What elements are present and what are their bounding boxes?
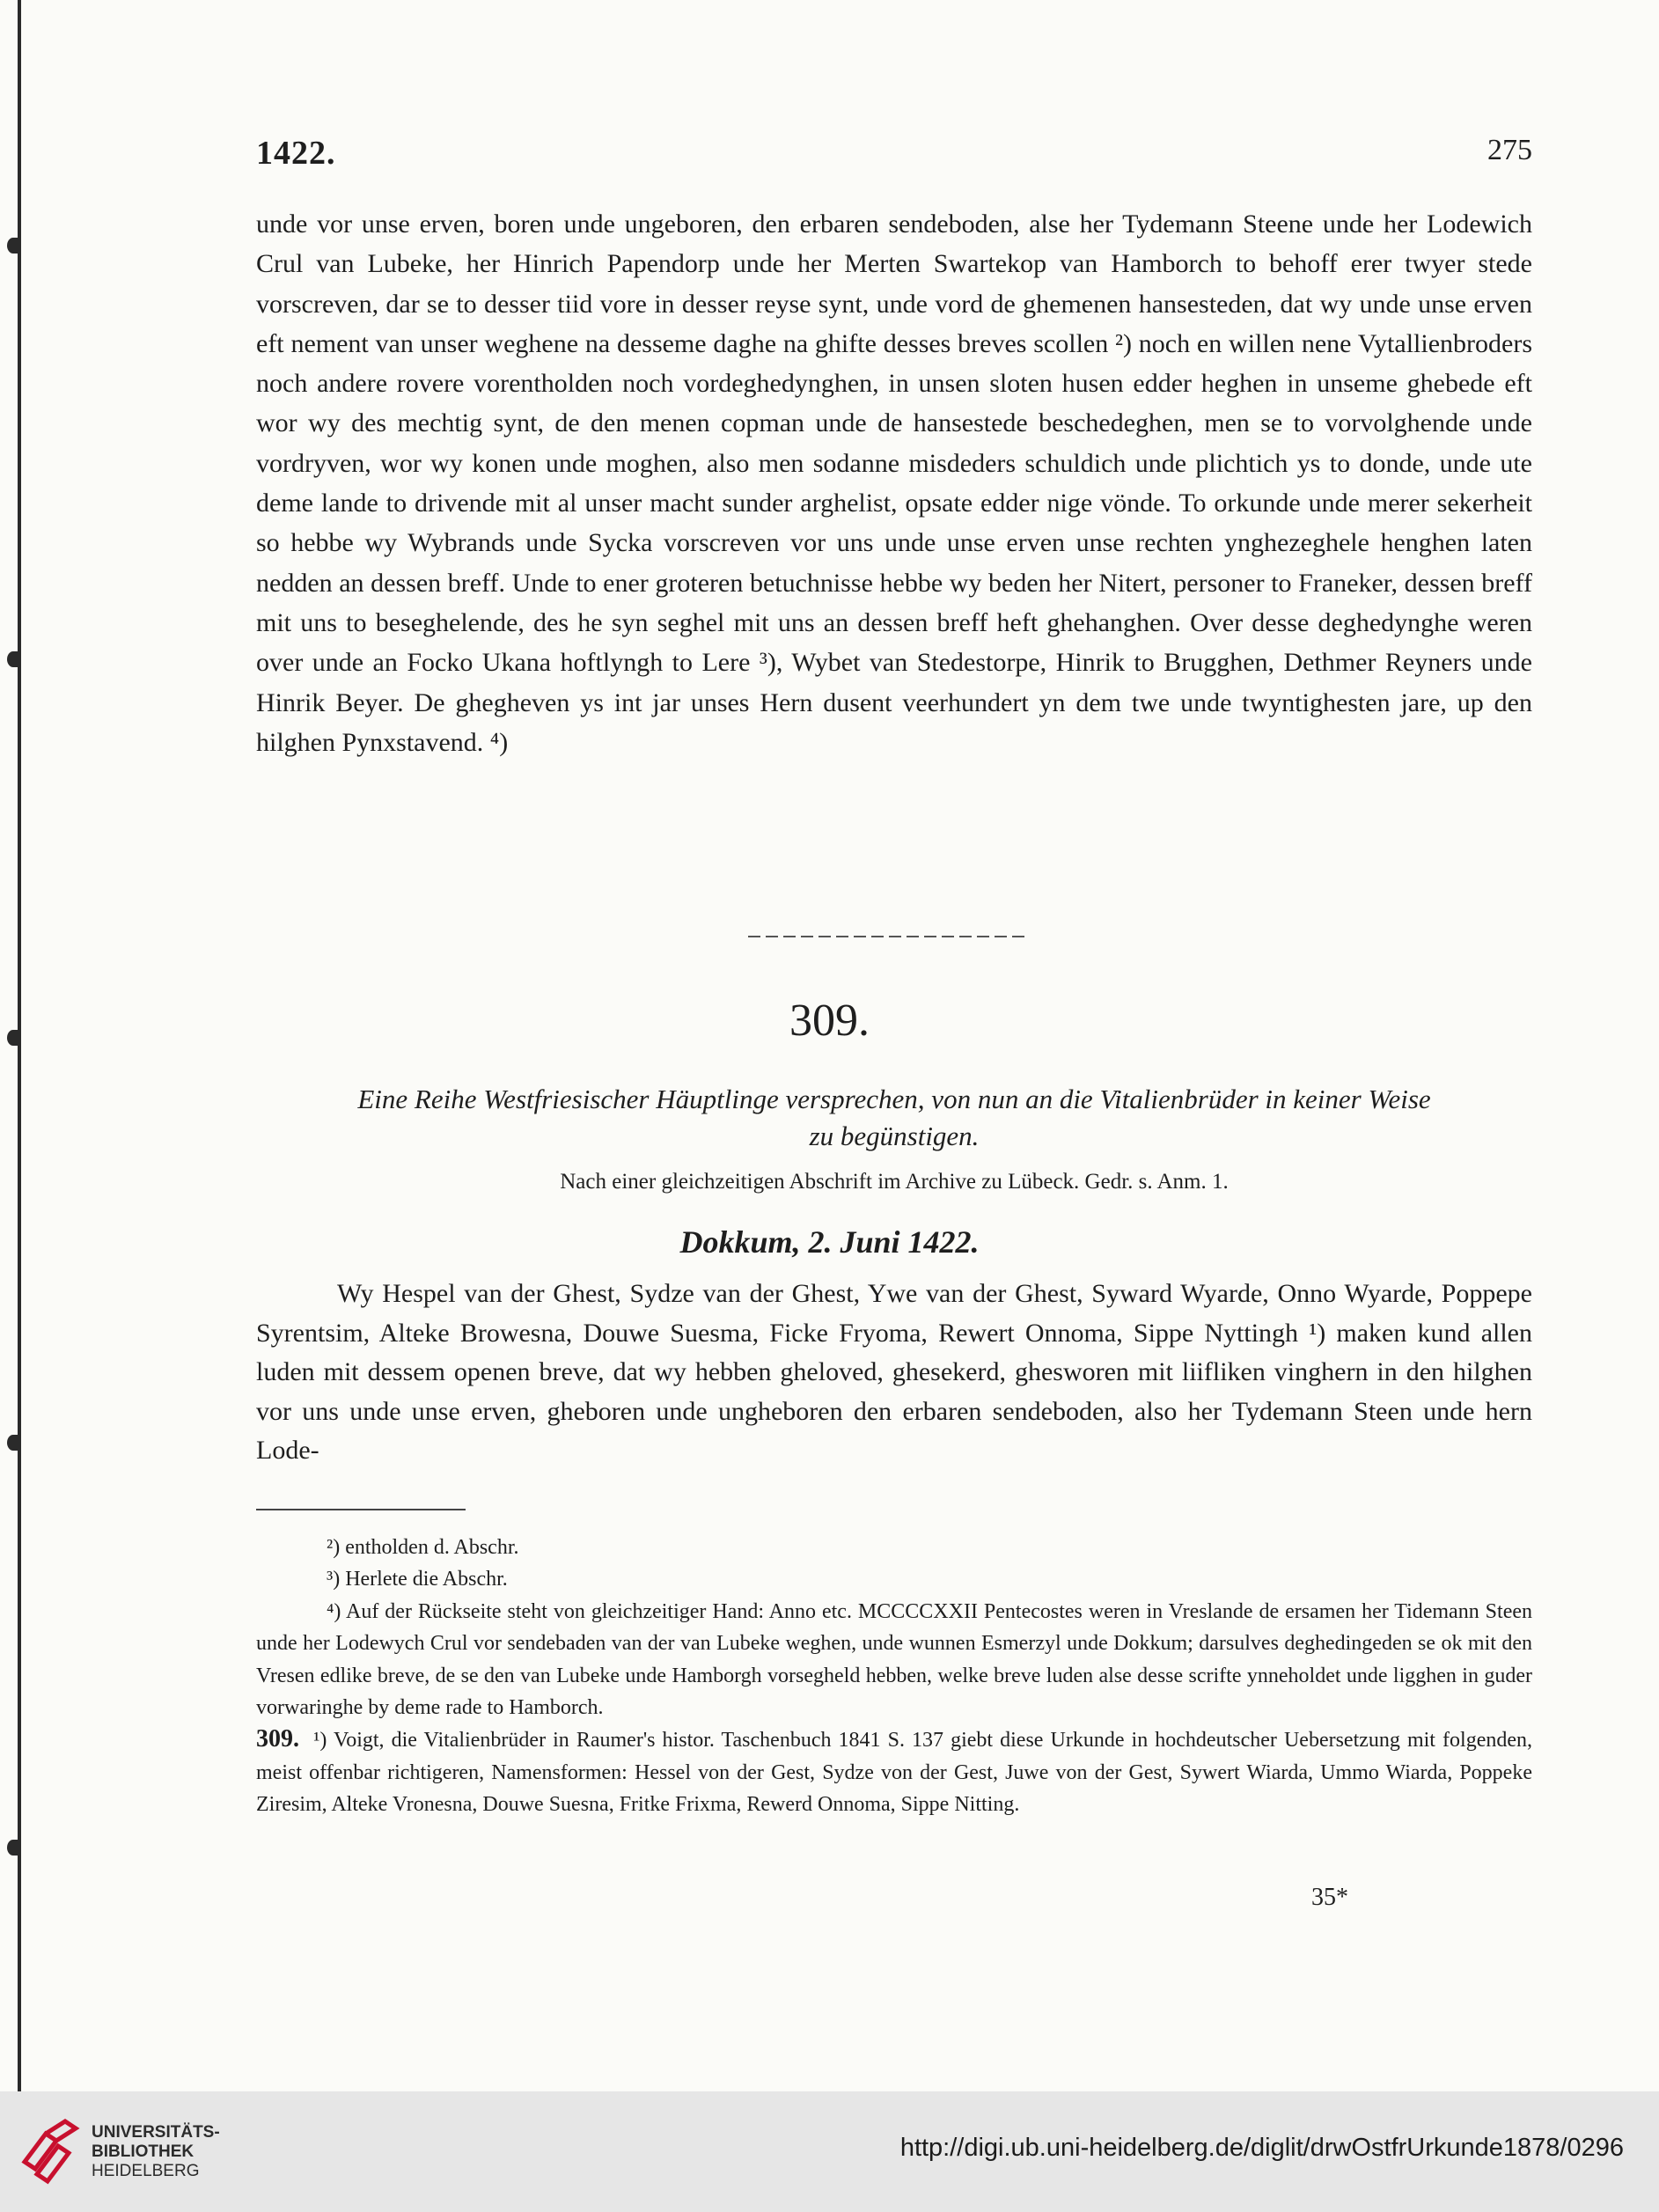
footnote-2: ²) entholden d. Abschr. bbox=[327, 1536, 519, 1559]
library-name bbox=[92, 2123, 220, 2181]
permalink-url[interactable]: http://digi.ub.uni-heidelberg.de/diglit/drwOstfrUrkunde1878/0296 bbox=[899, 2134, 1624, 2162]
library-logo-icon bbox=[19, 2116, 81, 2186]
continued-charter-text bbox=[256, 204, 1532, 762]
footnote-3: ³) Herlete die Abschr. bbox=[327, 1568, 508, 1591]
source-note: Nach einer gleichzeitigen Abschrift im Archive zu Lübeck. Gedr. s. Anm. 1. bbox=[560, 1170, 1229, 1194]
running-head bbox=[256, 134, 1532, 176]
library-name-line: UNIVERSITÄTS- bbox=[92, 2123, 220, 2142]
running-head-year: 1422. bbox=[256, 135, 336, 172]
continued-paragraph: unde vor unse erven, boren unde ungeboren, den erbaren sendeboden, alse her Tydemann Steene unde her Lodewich Crul van Lubeke, her Hinrich Papendorp unde her Merten Swartekop van Hamborch to behoff erer twyer stede vorscreven, dar se to desser tiid vore in desser reyse synt, unde vord de ghemenen hansesteden, dat wy unde unse erven eft nement van unser weghene na desseme daghe na ghifte desses breves scollen ²) noch en willen nene Vytallienbroders noch andere rovere vorentholden noch vordeghedynghen, in unsen sloten husen edder heghen in unseme ghebede eft wor wy des mechtig synt, de den menen copman unde de hansestede beschedeghen, men se to vorvolghende unde vordryven, wor wy konen unde moghen, also men sodanne misdeders schuldich unde plichtich ys to donde, unde ute deme lande to drivende mit al unser macht sunder arghelist, opsate edder nige vönde. To orkunde unde merer sekerheit so hebbe wy Wybrands unde Sycka vorscreven vor uns unde unse erven unse rechten ynghezeghele henghen laten nedden an dessen breff. Unde to ener groteren betuchnisse hebbe wy beden her Nitert, personer to Franeker, dessen breff mit uns to beseghelende, des he syn seghel mit uns an dessen breff heft ghehanghen. Over desse deghedynghe weren over unde an Focko Ukana hoftlyngh to Lere ³), Wybet van Stedestorpe, Hinrik to Brugghen, Dethmer Reyners unde Hinrik Beyer. De ghegheven ys int jar unses Hern dusent veerhundert yn dem twe unde twyntighesten jare, up den hilghen Pynxstavend. ⁴) bbox=[256, 209, 1532, 757]
charter-text bbox=[256, 1275, 1532, 1471]
page-number: 275 bbox=[1487, 134, 1532, 166]
footnote-4: ⁴) Auf der Rückseite steht von gleichzeitiger Hand: Anno etc. MCCCCXXII Pentecostes weren in Vreslande de ersamen her Tidemann Steen unde her Lodewych Crul vor sendebaden van der van Lubeke weghen, unde wunnen Esmerzyl unde Dokkum; darsulves deghedingeden se ok mit den Vresen edlike breve, de se den van Lubeke unde Hamborgh vorsegheld hebben, welke breve luden alse desse scrifte ynneholdet unde ligghen in guder vorwaringhe by deme rade to Hamborch. bbox=[256, 1599, 1532, 1720]
library-name-line: HEIDELBERG bbox=[92, 2162, 200, 2180]
document-number: 309. bbox=[789, 996, 870, 1046]
summary-line: Eine Reihe Westfriesischer Häuptlinge versprechen, von nun an die Vitalienbrüder in keiner Weise bbox=[357, 1084, 1431, 1114]
footnote-309-1 bbox=[256, 1723, 1532, 1820]
place-date: Dokkum, 2. Juni 1422. bbox=[679, 1224, 980, 1260]
footnote-309-text: ¹) Voigt, die Vitalienbrüder in Raumer's histor. Taschenbuch 1841 S. 137 giebt diese Urkunde in hochdeutscher Uebersetzung mit folgenden, meist offenbar richtigeren, Namensformen: Hessel von der Gest, Sydze von der Gest, Juwe von der Gest, Sywert Wiarda, Ummo Wiarda, Poppeke Ziresim, Alteke Vronesna, Douwe Suesna, Fritke Frixma, Rewerd Onnoma, Sippe Nitting. bbox=[256, 1729, 1533, 1817]
section-divider bbox=[748, 936, 1030, 937]
charter-paragraph: Wy Hespel van der Ghest, Sydze van der Ghest, Ywe van der Ghest, Syward Wyarde, Onno Wyarde, Poppepe Syrentsim, Alteke Browesna, Douwe Suesma, Ficke Fryoma, Rewert Onnoma, Sippe Nyttingh ¹) maken kund allen luden mit dessem openen breve, dat wy hebben gheloved, ghesekerd, ghesworen mit liifliken vinghern in den hilghen vor uns unde unse erven, gheboren unde ungheboren den erbaren sendeboden, also her Tydemann Steen unde hern Lode- bbox=[256, 1279, 1532, 1465]
footnote-document-ref: 309. bbox=[256, 1725, 299, 1753]
document-summary bbox=[256, 1081, 1532, 1155]
footnotes bbox=[256, 1532, 1532, 1821]
footer-bar bbox=[0, 2091, 1659, 2212]
footnote-rule bbox=[256, 1509, 466, 1510]
summary-line: zu begünstigen. bbox=[809, 1121, 980, 1151]
signature-mark: 35* bbox=[1311, 1884, 1348, 1911]
library-name-line: BIBLIOTHEK bbox=[92, 2142, 195, 2161]
